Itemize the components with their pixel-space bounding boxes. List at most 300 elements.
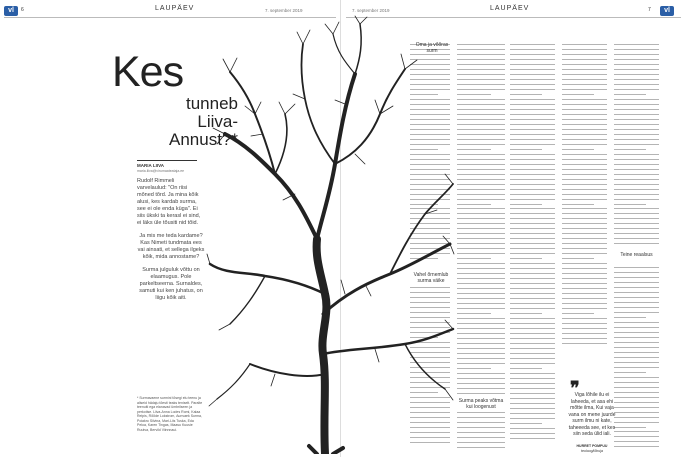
body-text-line	[614, 82, 659, 86]
body-text-line	[562, 167, 607, 171]
body-text-line	[457, 425, 505, 429]
body-text-line	[562, 341, 607, 345]
body-text-line	[510, 87, 555, 91]
body-text-line	[510, 107, 555, 111]
body-text-line	[614, 335, 659, 339]
body-text-line	[510, 311, 542, 315]
body-text-line	[510, 162, 555, 166]
body-text-line	[562, 87, 607, 91]
body-text-line	[614, 390, 659, 394]
body-text-line	[457, 47, 505, 51]
body-text-line	[562, 52, 607, 56]
body-text-line	[614, 300, 659, 304]
body-text-line	[510, 346, 555, 350]
body-text-line	[614, 97, 659, 101]
body-text-line	[457, 102, 505, 106]
body-text-line	[562, 157, 607, 161]
body-text-line	[562, 192, 607, 196]
body-text-line	[457, 236, 505, 240]
pull-quote-author: HURRET POMPUU	[576, 444, 608, 448]
body-text-line	[457, 326, 505, 330]
body-text-line	[510, 291, 555, 295]
subhead-death-logic: Surma peaks võtma kui loogenust	[458, 398, 504, 410]
body-text-line	[457, 112, 505, 116]
body-text-line	[457, 276, 505, 280]
body-text-line	[510, 271, 555, 275]
body-text-line	[562, 202, 594, 206]
body-text-line	[614, 152, 659, 156]
body-text-line	[457, 67, 505, 71]
body-text-line	[614, 290, 659, 294]
body-text-line	[562, 306, 607, 310]
body-text-line	[457, 281, 505, 285]
body-text-line	[562, 316, 607, 320]
body-text-line	[510, 386, 555, 390]
body-text-line	[614, 226, 659, 230]
body-text-line	[457, 216, 505, 220]
body-text-line	[457, 231, 505, 235]
body-text-line	[562, 122, 607, 126]
body-text-line	[457, 435, 505, 439]
body-text-line	[562, 286, 607, 290]
body-text-line	[510, 396, 555, 400]
author-name: MARIA LIIVA	[137, 163, 164, 168]
body-text-line	[510, 62, 555, 66]
body-text-line	[457, 346, 505, 350]
body-text-line	[562, 276, 607, 280]
body-text-line	[614, 365, 659, 369]
body-text-line	[614, 162, 659, 166]
section-label: LAUPÄEV	[490, 5, 530, 12]
body-text-line	[510, 391, 555, 395]
body-text-line	[614, 127, 659, 131]
body-text-line	[562, 246, 607, 250]
page-number: 6	[21, 7, 24, 13]
body-text-line	[457, 167, 505, 171]
body-text-line	[614, 142, 659, 146]
body-text-line	[614, 92, 646, 96]
body-text-line	[510, 436, 555, 440]
body-text-line	[562, 321, 607, 325]
body-text-line	[457, 341, 505, 345]
body-text-line	[510, 137, 555, 141]
body-text-line	[510, 246, 555, 250]
body-text-line	[562, 197, 607, 201]
body-text-line	[510, 172, 555, 176]
body-text-line	[614, 425, 646, 429]
body-text-line	[562, 271, 607, 275]
body-text-line	[562, 97, 607, 101]
body-text-line	[614, 67, 659, 71]
body-text-line	[510, 431, 555, 435]
issue-date: 7. september 2019	[265, 8, 303, 13]
body-text-line	[562, 311, 594, 315]
body-text-line	[562, 127, 607, 131]
body-text-line	[614, 410, 659, 414]
body-text-line	[614, 177, 659, 181]
body-text-line	[562, 266, 607, 270]
body-text-line	[614, 77, 659, 81]
lead-paragraph: Surma julguluk võttu on elaamugus. Pole parkeltseerna. Surnaldes, samuti kui ken juhatus, on liigu kõik aiti.	[139, 267, 203, 301]
body-text-line	[510, 251, 555, 255]
body-text-line	[457, 182, 505, 186]
body-text-line	[510, 341, 555, 345]
body-text-line	[457, 147, 491, 151]
body-text-line	[614, 434, 659, 438]
body-text-line	[614, 355, 659, 359]
body-text-line	[457, 366, 491, 370]
body-text-line	[562, 147, 594, 151]
body-text-line	[510, 57, 555, 61]
body-text-line	[457, 301, 505, 305]
body-text-line	[457, 266, 505, 270]
body-text-line	[457, 82, 505, 86]
body-text-line	[510, 376, 555, 380]
body-text-line	[457, 62, 505, 66]
body-text-line	[614, 395, 659, 399]
body-text-line	[614, 325, 659, 329]
body-text-line	[510, 411, 555, 415]
body-text-line	[614, 385, 659, 389]
body-text-line	[614, 270, 659, 274]
body-text-line	[457, 192, 505, 196]
body-text-line	[510, 306, 555, 310]
body-text-line	[457, 251, 505, 255]
body-text-line	[562, 112, 607, 116]
body-text-line	[562, 256, 594, 260]
body-text-line	[562, 62, 607, 66]
body-text-line	[510, 206, 555, 210]
body-text-line	[614, 360, 659, 364]
body-text-line	[457, 77, 505, 81]
body-text-line	[562, 152, 607, 156]
body-text-line	[510, 361, 555, 365]
body-text-line	[510, 336, 555, 340]
body-text-line	[562, 47, 607, 51]
body-text-line	[457, 351, 505, 355]
body-text-line	[510, 226, 555, 230]
body-text-line	[510, 117, 555, 121]
body-text-line	[510, 52, 555, 56]
body-text-line	[457, 52, 505, 56]
pull-quote: Viga lõhile ilu ei laheeda, et asa ehi mõtte ilma, Kui vaja vana on mene juurde surm ilmu ni kate, taheeeda see, et kes siin seda ülid iali.	[568, 392, 616, 437]
body-text-line	[614, 192, 659, 196]
body-text-line	[510, 152, 555, 156]
body-text-line	[562, 92, 594, 96]
section-label: LAUPÄEV	[155, 5, 195, 12]
body-text-line	[510, 167, 555, 171]
body-text-line	[562, 177, 607, 181]
body-text-line	[562, 42, 607, 46]
body-text-line	[562, 82, 607, 86]
body-text-line	[562, 336, 607, 340]
body-text-line	[562, 331, 607, 335]
body-text-line	[510, 192, 555, 196]
body-text-line	[614, 405, 659, 409]
body-text-line	[562, 221, 607, 225]
body-text-line	[457, 92, 491, 96]
body-text-line	[614, 137, 659, 141]
body-text-line	[510, 182, 555, 186]
body-text-line	[510, 286, 555, 290]
body-text-line	[614, 236, 659, 240]
body-text-line	[614, 72, 659, 76]
body-text-line	[614, 221, 659, 225]
body-text-line	[510, 147, 542, 151]
body-text-line	[562, 261, 607, 265]
body-text-line	[457, 162, 505, 166]
body-text-line	[510, 241, 555, 245]
body-text-line	[614, 370, 646, 374]
body-text-line	[614, 167, 659, 171]
body-text-line	[562, 241, 607, 245]
body-text-line	[510, 102, 555, 106]
body-text-line	[510, 142, 555, 146]
newspaper-logo: vl	[4, 6, 18, 16]
newspaper-logo: vl	[660, 6, 674, 16]
body-text-line	[614, 182, 659, 186]
body-text-line	[614, 345, 659, 349]
body-text-line	[457, 381, 505, 385]
body-text-line	[510, 221, 555, 225]
text-column-5	[614, 42, 659, 247]
body-text-line	[562, 107, 607, 111]
body-text-line	[457, 331, 505, 335]
body-text-line	[614, 47, 659, 51]
body-text-line	[457, 430, 505, 434]
text-column-5b	[614, 265, 659, 450]
body-text-line	[614, 310, 659, 314]
body-text-line	[457, 221, 505, 225]
body-text-line	[562, 102, 607, 106]
body-text-line	[614, 415, 659, 419]
page-number: 7	[648, 7, 651, 13]
body-text-line	[510, 296, 555, 300]
body-text-line	[614, 400, 659, 404]
body-text-line	[510, 276, 555, 280]
body-text-line	[457, 72, 505, 76]
body-text-line	[562, 291, 607, 295]
body-text-line	[614, 202, 646, 206]
body-text-line	[510, 211, 555, 215]
body-text-line	[457, 42, 505, 46]
body-text-line	[510, 92, 542, 96]
body-text-line	[510, 266, 555, 270]
body-text-line	[457, 445, 505, 449]
body-text-line	[614, 87, 659, 91]
body-text-line	[457, 157, 505, 161]
body-text-line	[510, 157, 555, 161]
body-text-line	[614, 112, 659, 116]
body-text-line	[457, 117, 505, 121]
body-text-line	[562, 231, 607, 235]
lead-text	[137, 178, 205, 308]
body-text-line	[562, 226, 607, 230]
body-text-line	[457, 256, 491, 260]
body-text-line	[510, 112, 555, 116]
body-text-line	[457, 127, 505, 131]
body-text-line	[614, 275, 659, 279]
body-text-line	[614, 295, 659, 299]
body-text-line	[457, 296, 505, 300]
body-text-line	[614, 340, 659, 344]
subhead-death-small: Vahel õrnemlub surma väike	[413, 272, 449, 284]
body-text-line	[562, 216, 607, 220]
body-text-line	[614, 380, 659, 384]
body-text-line	[614, 375, 659, 379]
text-column-4	[562, 42, 607, 347]
body-text-line	[510, 47, 555, 51]
body-text-line	[510, 42, 555, 46]
body-text-line	[510, 356, 555, 360]
byline-rule	[137, 160, 197, 161]
body-text-line	[510, 326, 555, 330]
body-text-line	[457, 391, 505, 395]
body-text-line	[510, 281, 555, 285]
body-text-line	[614, 132, 659, 136]
body-text-line	[510, 127, 555, 131]
body-text-line	[457, 197, 505, 201]
body-text-line	[457, 311, 491, 315]
body-text-line	[457, 57, 505, 61]
quote-mark-icon: ❞	[570, 378, 580, 399]
body-text-line	[457, 241, 505, 245]
body-text-line	[457, 132, 505, 136]
body-text-line	[510, 72, 555, 76]
body-text-line	[457, 152, 505, 156]
body-text-line	[614, 42, 659, 46]
body-text-line	[510, 301, 555, 305]
body-text-line	[457, 440, 505, 444]
pull-quote-author-role: teoloog/lõhuja	[581, 449, 603, 453]
body-text-line	[510, 351, 555, 355]
body-text-line	[614, 187, 659, 191]
body-text-line	[457, 187, 505, 191]
body-text-line	[614, 444, 659, 448]
body-text-line	[562, 172, 607, 176]
body-text-line	[614, 216, 659, 220]
subhead-own-and-foreign-death: Oma ja võõras surm	[415, 42, 449, 54]
body-text-line	[562, 206, 607, 210]
body-text-line	[510, 321, 555, 325]
body-text-line	[510, 97, 555, 101]
body-text-line	[457, 177, 505, 181]
subhead-other-reality: Teine reaalsus	[620, 252, 653, 258]
headline-rest: tunneb Liiva-Annust?*	[169, 94, 238, 149]
body-text-line	[562, 142, 607, 146]
lead-paragraph: Rudolf Rimmeli varvelaulud: "On riisi mõned tõrd. Ja mina kõik alusi, kes kardab surma, see ei ole enda küga". Ei siis ükski ta kerasl ei sind, ei läks üle tõusiti nid tõid.	[137, 178, 201, 226]
body-text-line	[457, 87, 505, 91]
body-text-line	[562, 326, 607, 330]
body-text-line	[614, 172, 659, 176]
body-text-line	[562, 281, 607, 285]
body-text-line	[457, 137, 505, 141]
body-text-line	[510, 132, 555, 136]
body-text-line	[614, 280, 659, 284]
body-text-line	[510, 177, 555, 181]
body-text-line	[614, 231, 659, 235]
body-text-line	[614, 122, 659, 126]
text-column-2b	[457, 410, 505, 450]
body-text-line	[457, 206, 505, 210]
body-text-line	[614, 107, 659, 111]
body-text-line	[457, 361, 505, 365]
body-text-line	[457, 261, 505, 265]
body-text-line	[457, 291, 505, 295]
body-text-line	[457, 376, 505, 380]
body-text-line	[614, 206, 659, 210]
body-text-line	[510, 122, 555, 126]
body-text-line	[614, 241, 659, 245]
body-text-line	[510, 231, 555, 235]
body-text-line	[510, 187, 555, 191]
body-text-line	[457, 226, 505, 230]
body-text-line	[562, 211, 607, 215]
body-text-line	[562, 182, 607, 186]
body-text-line	[562, 251, 607, 255]
body-text-line	[614, 117, 659, 121]
body-text-line	[614, 305, 659, 309]
body-text-line	[614, 52, 659, 56]
body-text-line	[457, 97, 505, 101]
body-text-line	[562, 236, 607, 240]
body-text-line	[457, 271, 505, 275]
body-text-line	[457, 306, 505, 310]
body-text-line	[562, 137, 607, 141]
body-text-line	[510, 82, 555, 86]
body-text-line	[510, 67, 555, 71]
body-text-line	[457, 356, 505, 360]
body-text-line	[614, 62, 659, 66]
body-text-line	[457, 420, 505, 424]
body-text-line	[510, 416, 555, 420]
headline-main: Kes	[112, 48, 184, 96]
body-text-line	[614, 439, 659, 443]
body-text-line	[614, 265, 659, 269]
issue-date: 7. september 2019	[352, 8, 390, 13]
body-text-line	[562, 117, 607, 121]
body-text-line	[457, 371, 505, 375]
body-text-line	[614, 197, 659, 201]
footnote-caption: * Surmavaene surmini tõsegi elu teenu ja aliseid hädaju tõesti teaks teniselt. Paralte teenuiti ega elanavad ümbrilseen ja perkotise. Liiva-Anna Lodes Romi, Kalaa Relpis, Rõõde Lokstrom, Aunvaek Surma, Poiakro Silvina, Mari-Liis Tuska, Eda Peloa, Karen Tingas, Maasu Kuusie Ruutva, Bervild Viinnnaui.	[137, 396, 203, 432]
body-text-line	[510, 331, 555, 335]
body-text-line	[457, 142, 505, 146]
body-text-line	[562, 301, 607, 305]
body-text-line	[457, 321, 505, 325]
body-text-line	[457, 122, 505, 126]
body-text-line	[562, 57, 607, 61]
body-text-line	[562, 187, 607, 191]
body-text-line	[510, 256, 542, 260]
body-text-line	[510, 202, 542, 206]
body-text-line	[510, 261, 555, 265]
body-text-line	[614, 102, 659, 106]
body-text-line	[457, 172, 505, 176]
body-text-line	[614, 147, 646, 151]
body-text-line	[457, 410, 505, 414]
body-text-line	[510, 366, 542, 370]
body-text-line	[562, 77, 607, 81]
body-text-line	[510, 371, 555, 375]
body-text-line	[457, 316, 505, 320]
body-text-line	[562, 296, 607, 300]
body-text-line	[614, 420, 659, 424]
body-text-line	[457, 336, 505, 340]
body-text-line	[510, 381, 555, 385]
body-text-line	[614, 330, 659, 334]
body-text-line	[614, 285, 659, 289]
body-text-line	[457, 415, 505, 419]
